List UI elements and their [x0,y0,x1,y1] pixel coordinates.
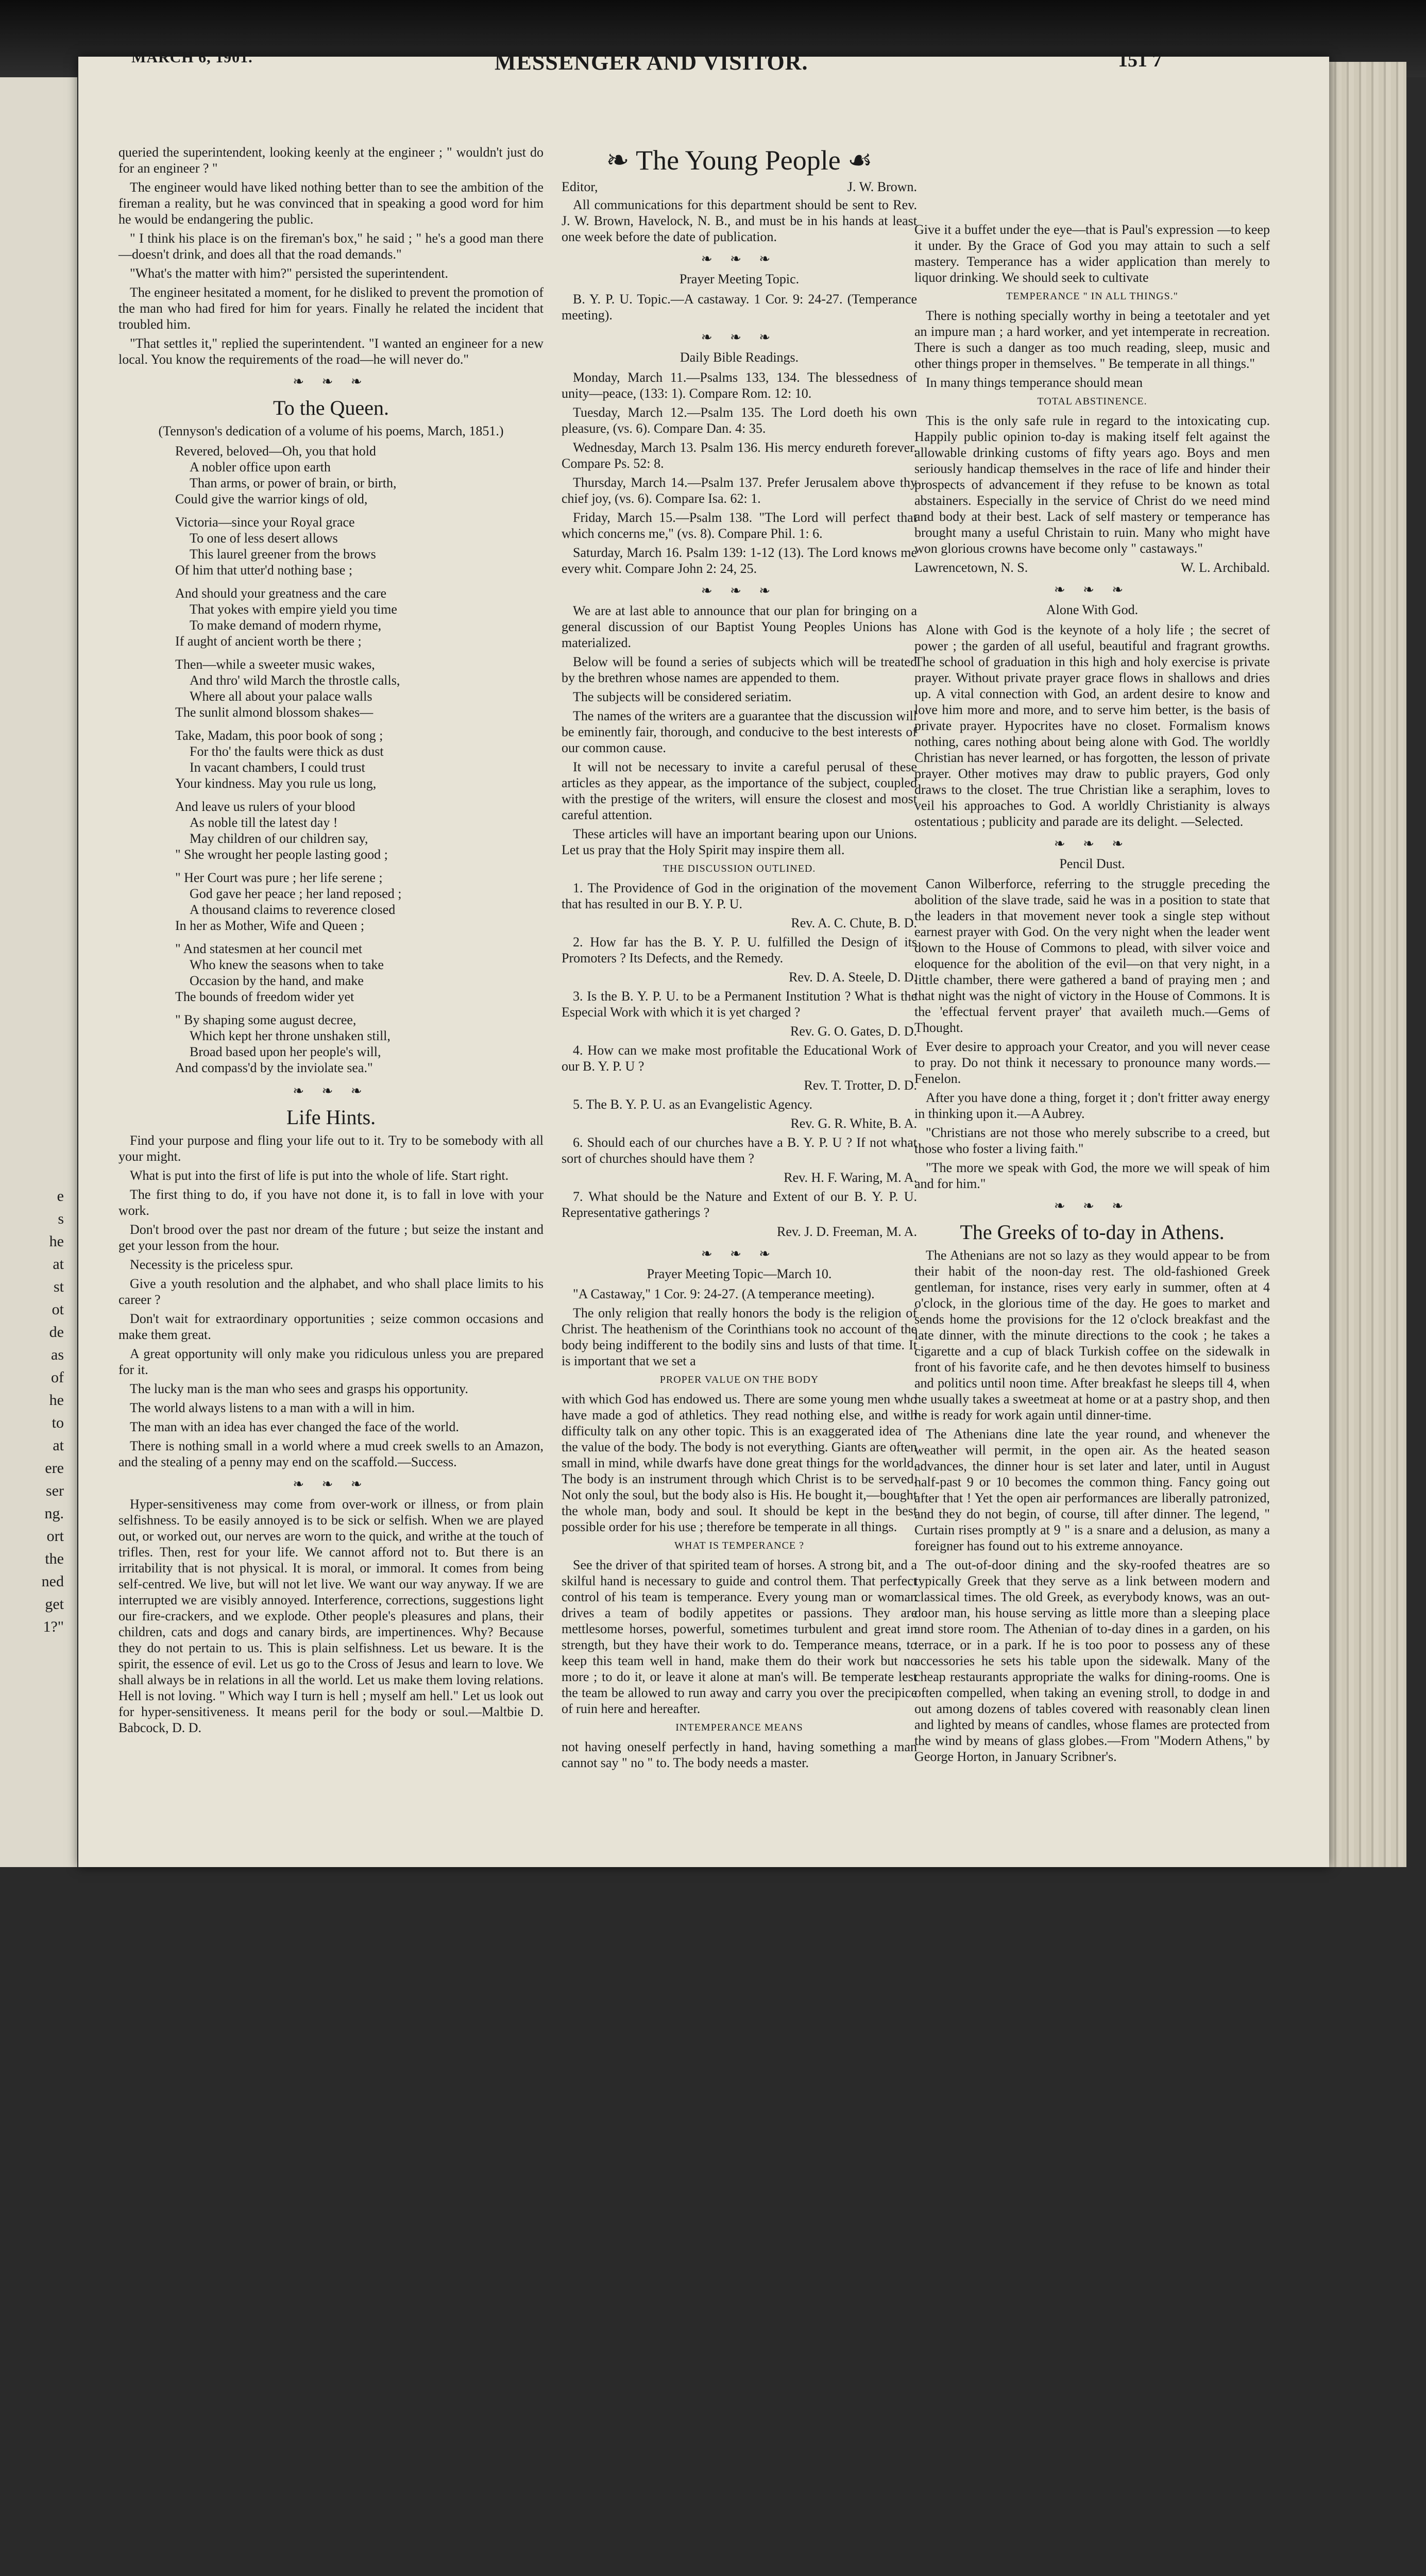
paragraph: The only religion that really honors the body is the religion of Christ. The heathenism of the Corinthians took no account of the body being indifferent to the bodily sins and lusts of that time. It is important that we set a [562,1306,917,1368]
poem-stanza [175,656,544,720]
column-3 [914,222,1270,1768]
poem-line: To make demand of modern rhyme, [190,618,382,633]
paragraph: The engineer hesitated a moment, for he disliked to prevent the promotion of the man who had fired for him for years. Finally he related the incident that troubled him. [118,285,544,332]
poem-line: Than arms, or power of brain, or birth, [190,476,397,490]
poem-line: In vacant chambers, I could trust [190,760,365,775]
signature-place: Lawrencetown, N. S. [914,560,1028,575]
page-number: 151 7 [1118,49,1162,71]
poem-line: For tho' the faults were thick as dust [190,744,384,759]
ornament-divider: ❧ ❧ ❧ [701,1246,778,1261]
daily-reading: Monday, March 11.—Psalms 133, 134. The blessedness of unity—peace, (133: 1). Compare Rom. 12: 10. [562,370,917,401]
left-edge-fragment: he [49,1233,64,1250]
announcement [562,603,917,858]
life-hint: What is put into the first of life is put into the whole of life. Start right. [130,1168,509,1183]
poem-line: Of him that utter'd nothing base ; [175,563,353,578]
poem-line: Take, Madam, this poor book of song ; [175,728,383,743]
left-edge-fragment: get [45,1596,64,1613]
outline-author: Rev. D. A. Steele, D. D. [789,970,917,985]
editor-line [562,179,917,195]
left-edge-fragment: st [53,1278,64,1295]
daily-reading: Thursday, March 14.—Psalm 137. Prefer Jerusalem above thy chief joy, (vs. 6). Compare Isa. 62: 1. [562,475,917,506]
ornament-divider: ❧ ❧ ❧ [293,1477,369,1492]
paragraph: " I think his place is on the fireman's box," he said ; " he's a good man there—doesn't drink, and does all that the road demands." [118,231,544,262]
life-hint: Find your purpose and fling your life out to it. Try to be somebody with all your might. [118,1133,544,1164]
poem-line: May children of our children say, [190,831,368,846]
life-hint: The man with an idea has ever changed the face of the world. [130,1419,459,1434]
paragraph: queried the superintendent, looking keenly at the engineer ; " wouldn't just do for an engineer ? " [118,145,544,176]
poem-line: Broad based upon her people's will, [190,1044,381,1059]
left-edge-fragment: s [58,1210,64,1227]
poem-line: Then—while a sweeter music wakes, [175,657,375,672]
greeks-title: The Greeks of to-day in Athens. [960,1221,1225,1244]
daily-reading: Saturday, March 16. Psalm 139: 1-12 (13). The Lord knows me every whit. Compare John 2: 24, 25. [562,545,917,576]
prayer-topic-2-title: Prayer Meeting Topic—March 10. [647,1266,832,1281]
ornament-divider: ❧ ❧ ❧ [293,1083,369,1098]
left-page-cut-text [0,77,67,2576]
outline-author: Rev. T. Trotter, D. D. [804,1078,917,1093]
poem-stanza [175,514,544,578]
poem-line: " By shaping some august decree, [175,1012,356,1027]
daily-reading: Tuesday, March 12.—Psalm 135. The Lord doeth his own pleasure, (vs. 6). Compare Dan. 4: 35. [562,405,917,436]
discussion-outline [562,880,917,1240]
left-edge-fragment: of [51,1369,64,1386]
ornament-divider: ❧ ❧ ❧ [1054,582,1131,597]
poem-line: And should your greatness and the care [175,586,387,601]
prayer-topic-title: Prayer Meeting Topic. [679,272,800,286]
poem-line: Occasion by the hand, and make [190,973,364,988]
poem-stanza [175,1012,544,1076]
signature-name: W. L. Archibald. [1180,560,1270,575]
outline-question: 2. How far has the B. Y. P. U. fulfilled the Design of its Promoters ? Its Defects, and the Remedy. [562,935,917,965]
poem-line: Where all about your palace walls [190,689,372,704]
paragraph: We are at last able to announce that our plan for bringing on a general discussion of our Baptist Young Peoples Unions has materialized. [562,603,917,650]
paragraph: The Athenians are not so lazy as they would appear to be from their habit of the noon-day rest. The old-fashioned Greek gentleman, for instance, rises very early in summer, often at 4 o'clock, in the glorious time of the day. He goes to market and sends home the provisions for the 12 o'clock breakfast and the late dinner, with the minute directions to the cook ; he takes a cigarette and a cup of black Turkish coffee on the sidewalk in front of his favorite cafe, and he then devotes himself to business and politics until noon time. After breakfast he sleeps till 4, when he usually takes a sweetmeat at home or at a pastry shop, and then he is ready for work again until dinner-time. [914,1248,1270,1422]
left-edge-fragment: de [49,1324,64,1341]
greeks-article [914,1247,1270,1765]
paragraph: It will not be necessary to invite a careful perusal of these articles as they appear, as the importance of the subject, coupled with the prestige of the writers, will ensure the closest and most careful attention. [562,759,917,822]
paragraph: The out-of-door dining and the sky-roofed theatres are so typically Greek that they serve as a link between modern and classical times. The old Greek, as everybody knows, was an out-door man, his house serving as little more than a sleeping place and store room. The Athenian of to-day dines in a garden, on his terrace, or in a park. If he is too poor to possess any of these accessories he sets his table upon the sidewalk. Many of the cheap restaurants appropriate the walks for dining-rooms. One is often compelled, when taking an evening stroll, to dodge in and out among dozens of tables covered with reasonably clean linen and lighted by means of candles, whose flames are protected from the wind by means of glass globes.—From "Modern Athens," by George Horton, in January Scribner's. [914,1557,1270,1764]
masthead: MESSENGER AND VISITOR. [495,49,808,75]
poem-line: Who knew the seasons when to take [190,957,384,972]
poem-line: " Her Court was pure ; her life serene ; [175,870,383,885]
left-edge-fragment: as [51,1346,64,1363]
poem-line: A thousand claims to reverence closed [190,902,396,917]
paragraph: These articles will have an important bearing upon our Unions. Let us pray that the Holy Spirit may inspire them all. [562,826,917,857]
subheading: TEMPERANCE " IN ALL THINGS." [1006,291,1178,302]
poem-line: The bounds of freedom wider yet [175,989,354,1004]
paragraph: See the driver of that spirited team of horses. A strong bit, and a skilful hand is necessary to guide and control them. That perfect control of his team is temperance. Every young man or woman drives a team of bodily appetites or passions. They are mettlesome horses, powerful, sometimes turbulent and great in strength, but they have their work to do. Temperance means, to keep this team well in hand, make them do their work but no more ; to do it, or leave it alone at man's will. Be temperate lest the team be allowed to run away and carry you over the precipice of ruin here and hereafter. [562,1557,917,1716]
left-edge-fragment: ng. [44,1505,64,1522]
outline-question: 4. How can we make most profitable the Educational Work of our B. Y. P. U ? [562,1043,917,1074]
paragraph: not having oneself perfectly in hand, having something a man cannot say " no " to. The body needs a master. [562,1739,917,1770]
life-hint: Give a youth resolution and the alphabet, and who shall place limits to his career ? [118,1276,544,1307]
poem-line: To one of less desert allows [190,531,338,546]
ornament-divider: ❧ ❧ ❧ [1054,836,1131,851]
paragraph: There is nothing specially worthy in being a teetotaler and yet an impure man ; a hard worker, and yet intemperate in recreation. There is such a danger as too much reading, sleep, music and other things proper in themselves. " Be temperate in all things." [914,308,1270,371]
poem-line: Victoria—since your Royal grace [175,515,355,530]
paragraph: The names of the writers are a guarantee that the discussion will be eminently fair, thorough, and conducive to the best interests of our common cause. [562,708,917,755]
poem-stanza [175,443,544,507]
poem-stanza [175,941,544,1005]
left-edge-fragment: he [49,1392,64,1409]
poem-line: Which kept her throne unshaken still, [190,1028,391,1043]
subheading: PROPER VALUE ON THE BODY [659,1374,819,1385]
subheading: INTEMPERANCE MEANS [675,1722,803,1733]
paragraph: After you have done a thing, forget it ; don't fritter away energy in thinking upon it.—A Aubrey. [914,1090,1270,1121]
life-hints-list [118,1132,544,1470]
outline-question: 1. The Providence of God in the origination of the movement that has resulted in our B. Y. P. U. [562,880,917,911]
poem-line: God gave her peace ; her land reposed ; [190,886,402,901]
daily-reading: Friday, March 15.—Psalm 138. "The Lord will perfect that which concerns me," (vs. 8). Compare Phil. 1: 6. [562,510,917,541]
outline-author: Rev. A. C. Chute, B. D. [791,916,917,930]
poem-line: This laurel greener from the brows [190,547,376,562]
life-hint: There is nothing small in a world where a mud creek swells to an Amazon, and the stealing of a penny may end on the scaffold.—Success. [118,1438,544,1469]
poem-subtitle: (Tennyson's dedication of a volume of his poems, March, 1851.) [158,423,504,438]
left-edge-fragment: e [57,1188,64,1205]
poem-title: To the Queen. [273,396,389,419]
paragraph: "The more we speak with God, the more we will speak of him and for him." [914,1160,1270,1191]
paragraph: The subjects will be considered seriatim. [573,689,792,704]
left-edge-fragment: 1?" [43,1618,64,1635]
left-edge-fragment: ned [41,1573,64,1590]
young-people-section-title: ❧ The Young People ☙ [606,145,873,176]
paragraph: Give it a buffet under the eye—that is Paul's expression —to keep it under. By the Grace of God you may attain to such a self mastery. Temperance has a wider application than merely to liquor drinking. We should seek to cultivate [914,222,1270,285]
paragraph: "What's the matter with him?" persisted the superintendent. [130,266,448,281]
issue-date: MARCH 6, 1901. [131,49,253,66]
outline-author: Rev. G. R. White, B. A. [790,1116,917,1131]
outline-question: 7. What should be the Nature and Extent of our B. Y. P. U. Representative gatherings ? [562,1189,917,1220]
pencil-dust-items [914,876,1270,1192]
ornament-divider: ❧ ❧ ❧ [1054,1198,1131,1213]
paragraph: "That settles it," replied the superintendent. "I wanted an engineer for a new local. You know the requirements of the road—he will never do." [118,336,544,367]
outline-question: 6. Should each of our churches have a B. Y. P. U ? If not what sort of churches should have them ? [562,1135,917,1166]
life-hint: The world always listens to a man with a will in him. [130,1400,415,1415]
paragraph: Alone with God is the keynote of a holy life ; the secret of power ; the garden of all useful, beautiful and fragrant growths. The school of graduation in this high and holy exercise is private prayer. Without private prayer grace flows in shallows and dries up. A vital connection with God, an ardent desire to know and love him more and more, and to serve him better, is the basis of private prayer. Hypocrites have no closet. Formalism knows nothing, cares nothing about being alone with God. The worldly Christian has never learned, or has forgotten, the lesson of private prayer. Other motives may draw to public prayers, God only draws to the closet. The true Christian like a seraphim, loves to veil his approaches to God. A worldly Christianity is always ostentatious ; publicity and parade are its delight. —Selected. [914,622,1270,829]
poem-stanza [175,799,544,862]
story-continuation [118,144,544,367]
paragraph: "Christians are not those who merely subscribe to a creed, but those who foster a living faith." [914,1125,1270,1156]
page-stack-edge [1329,62,1406,1867]
left-facing-page [0,77,77,1867]
poem-line: And compass'd by the inviolate sea." [175,1060,373,1075]
poem-line: As noble till the latest day ! [190,815,338,830]
prayer-topic: B. Y. P. U. Topic.—A castaway. 1 Cor. 9: 24-27. (Temperance meeting). [562,292,917,323]
poem [118,443,544,1076]
poem-line: Your kindness. May you rule us long, [175,776,377,791]
editor-label: Editor, [562,179,598,194]
left-edge-fragment: ser [46,1482,64,1499]
poem-stanza [175,585,544,649]
paragraph: Ever desire to approach your Creator, and you will never cease to pray. Do not think it necessary to pronounce many words.—Fenelon. [914,1039,1270,1086]
daily-reading: Wednesday, March 13. Psalm 136. His mercy endureth forever. Compare Ps. 52: 8. [562,440,917,471]
daily-readings-list [562,369,917,577]
ornament-divider: ❧ ❧ ❧ [293,374,369,389]
subheading: TOTAL ABSTINENCE. [1037,396,1147,407]
paragraph: The engineer would have liked nothing better than to see the ambition of the fireman a reality, but he was convinced that in speaking a good word for him he would be endangering the public. [118,180,544,227]
paragraph: Canon Wilberforce, referring to the struggle preceding the abolition of the slave trade, said he was in a position to state that the leaders in that movement never took a single step without earnest prayer with God. On the very night when the leader went down to the House of Commons to plead, with silver voice and eloquence for the abolition of the evil—on that very night, in a little chamber, there were gathered a band of praying men ; and that night was the night of victory in the House of Commons. It is the 'effectual fervent prayer' that availeth much.—Gems of Thought. [914,876,1270,1035]
life-hint: A great opportunity will only make you ridiculous unless you are prepared for it. [118,1346,544,1377]
life-hint: Don't wait for extraordinary opportunities ; seize common occasions and make them great. [118,1311,544,1342]
left-edge-fragment: to [52,1414,64,1431]
paragraph: with which God has endowed us. There are some young men who have made a god of athletics. They read nothing else, and with difficulty talk on any other topic. This is an exaggerated idea of the value of the body. The body is not everything. Giants are often small in mind, while dwarfs have done great things for the world. The body is an instrument through which Christ is to be served. Not only the soul, but the body also is His. He bought it,—bought the whole man, body and soul. It should be kept in the best possible order for his use ; therefore be temperate in all things. [562,1392,917,1534]
life-hint: Don't brood over the past nor dream of the future ; but seize the instant and get your lesson from the hour. [118,1222,544,1253]
outline-heading: THE DISCUSSION OUTLINED. [663,863,816,874]
life-hints-title: Life Hints. [286,1106,376,1129]
column-2 [562,144,917,1774]
outline-question: 3. Is the B. Y. P. U. to be a Permanent Institution ? What is the Especial Work with which it is yet charged ? [562,989,917,1020]
editor-name: J. W. Brown. [847,179,917,194]
life-hint: The first thing to do, if you have not done it, is to fall in love with your work. [118,1187,544,1218]
outline-author: Rev. H. F. Waring, M. A. [784,1170,917,1185]
poem-line: " And statesmen at her council met [175,941,362,956]
outline-author: Rev. G. O. Gates, D. D. [790,1024,917,1039]
left-edge-fragment: at [53,1256,64,1273]
left-edge-fragment: at [53,1437,64,1454]
ornament-divider: ❧ ❧ ❧ [701,251,778,266]
poem-line: The sunlit almond blossom shakes— [175,705,374,720]
outline-question: 5. The B. Y. P. U. as an Evangelistic Agency. [573,1097,813,1112]
ornament-divider: ❧ ❧ ❧ [701,583,778,598]
life-hint: Necessity is the priceless spur. [130,1257,293,1272]
poem-line: In her as Mother, Wife and Queen ; [175,918,365,933]
outline-author: Rev. J. D. Freeman, M. A. [776,1224,917,1239]
poem-line: And leave us rulers of your blood [175,799,355,814]
left-edge-fragment: ot [52,1301,64,1318]
daily-readings-title: Daily Bible Readings. [680,350,799,365]
poem-line: Revered, beloved—Oh, you that hold [175,444,376,459]
poem-line: A nobler office upon earth [190,460,331,474]
left-edge-fragment: ort [46,1528,64,1545]
left-edge-fragment: the [45,1550,64,1567]
paragraph: This is the only safe rule in regard to the intoxicating cup. Happily public opinion to-day is making itself felt against the allowable drinking customs of fifty years ago. Boys and men seriously handicap themselves in the race of life and hinder their prospects of advancement if they refuse to be known as total abstainers. Especially in the service of Christ do we need mind and body at their best. Lack of self mastery or temperance has brought many a useful Christain to ruin. Many who might have won glorious crowns have become only " castaways." [914,413,1270,556]
poem-stanza [175,727,544,791]
hyper-sensitiveness-paragraph: Hyper-sensitiveness may come from over-work or illness, or from plain selfishness. To be easily annoyed is to be sick or selfish. When we are played out, or worked out, our nerves are worn to the quick, and writhe at the touch of trifles. Then, rest for your life. We cannot afford not to. But there is an irritability that is not physical. It is moral, or immoral. It comes from being self-centred. We live, but will not let live. We want our way anyway. If we are interrupted we are visibly annoyed. Interference, corrections, suggestions light our fire-crackers, and we explode. Other people's pleasures and plans, their children, cats and dogs and canary birds, are impertinences. Why? Because they do not pertain to us. This is plain selfishness. Let us beware. It is the spirit, the essence of evil. Let us go to the Cross of Jesus and learn to love. We shall always be in relations in all the world. Let us make them loving relations. Hell is not loving. " Which way I turn is hell ; myself am hell." Let us look out for hyper-sensitiveness. It means peril for the body or soul.—Maltbie D. Babcock, D. D. [118,1497,544,1735]
poem-line: That yokes with empire yield you time [190,602,397,617]
poem-line: Could give the warrior kings of old, [175,492,368,506]
paragraph: In many things temperance should mean [926,375,1143,390]
poem-stanza [175,870,544,934]
column-1 [118,144,544,1739]
prayer-topic-2: "A Castaway," 1 Cor. 9: 24-27. (A temperance meeting). [573,1286,875,1301]
ornament-divider: ❧ ❧ ❧ [701,330,778,345]
poem-line: If aught of ancient worth be there ; [175,634,362,649]
poem-line: " She wrought her people lasting good ; [175,847,388,862]
pencil-dust-title: Pencil Dust. [1059,856,1125,871]
subheading: WHAT IS TEMPERANCE ? [674,1540,805,1551]
life-hint: The lucky man is the man who sees and grasps his opportunity. [130,1381,468,1396]
paragraph: Below will be found a series of subjects which will be treated by the brethren whose names are appended to them. [562,654,917,685]
left-edge-fragment: ere [45,1460,64,1477]
paragraph: The Athenians dine late the year round, and whenever the weather will permit, in the open air. As the heated season advances, the dinner hour is set later and later, until in August half-past 9 or 10 becomes the common thing. Fancy going out after that ! Yet the open air performances are liberally patronized, and they do not begin, of course, till after dinner. The legend, " Curtain rises promptly at 9 " is a snare and a delusion, as many a foreigner has found out to his extreme annoyance. [914,1427,1270,1553]
editor-note: All communications for this department should be sent to Rev. J. W. Brown, Havelock, N. B., and must be in his hands at least one week before the date of publication. [562,197,917,244]
signature [914,560,1270,575]
alone-with-god-title: Alone With God. [1046,602,1139,617]
poem-line: And thro' wild March the throstle calls, [190,673,400,688]
